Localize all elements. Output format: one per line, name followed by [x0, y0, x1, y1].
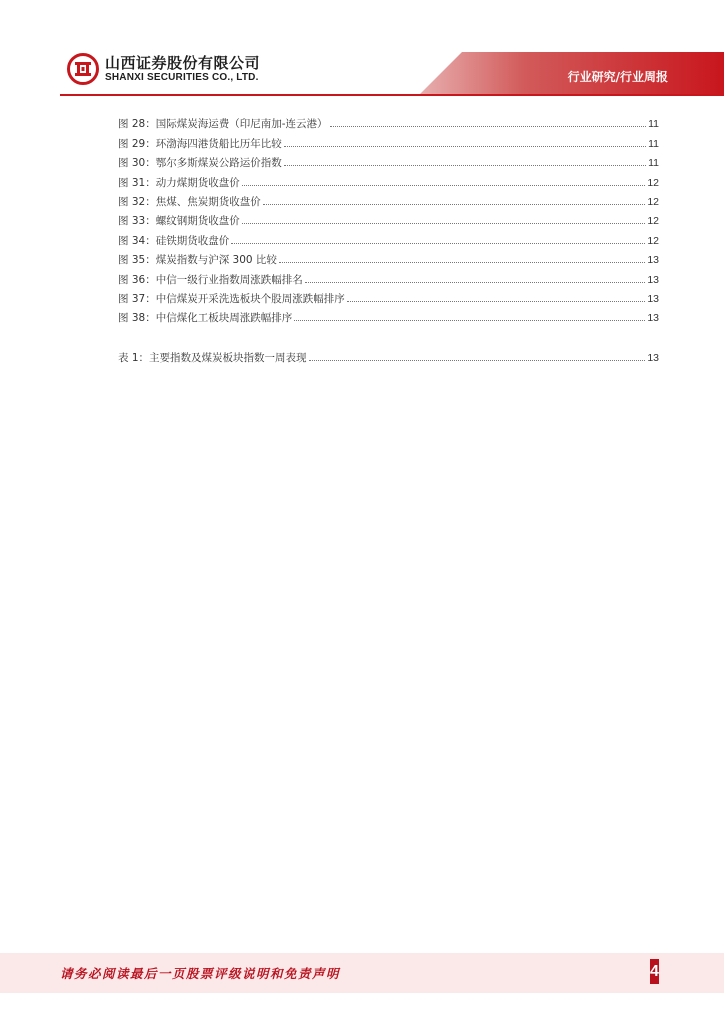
toc-entry-figure-36[interactable] [118, 267, 659, 286]
toc-entry-label: 图 28：国际煤炭海运费（印尼南加-连云港） [118, 118, 328, 131]
toc-entry-label: 图 36：中信一级行业指数周涨跌幅排名 [118, 273, 303, 286]
toc-dot-leader [284, 145, 646, 147]
toc-entry-figure-31[interactable] [118, 170, 659, 189]
toc-entry-label: 图 29：环渤海四港货船比历年比较 [118, 137, 282, 150]
toc-entry-page: 12 [647, 234, 659, 247]
toc-entry-figure-29[interactable] [118, 131, 659, 150]
toc-section-gap [118, 325, 659, 345]
toc-entry-page: 12 [647, 176, 659, 189]
toc-entry-label: 图 30：鄂尔多斯煤炭公路运价指数 [118, 157, 282, 170]
toc-dot-leader [231, 242, 645, 244]
toc-dot-leader [263, 203, 646, 205]
disclaimer-notice: 请务必阅读最后一页股票评级说明和免责声明 [60, 966, 341, 981]
table-of-contents [118, 112, 659, 365]
toc-entry-label: 图 35：煤炭指数与沪深 300 比较 [118, 254, 277, 267]
toc-entry-label: 图 32：焦煤、焦炭期货收盘价 [118, 195, 261, 208]
toc-entry-page: 13 [647, 254, 659, 267]
toc-entry-page: 13 [647, 312, 659, 325]
toc-dot-leader [242, 222, 646, 224]
toc-entry-figure-30[interactable] [118, 151, 659, 170]
toc-entry-figure-38[interactable] [118, 306, 659, 325]
page-header [0, 0, 724, 96]
report-type: 行业研究/行业周报 [567, 70, 668, 84]
toc-entry-label: 图 34：硅铁期货收盘价 [118, 234, 230, 247]
toc-dot-leader [330, 125, 647, 127]
toc-dot-leader [279, 261, 645, 263]
toc-entry-page: 13 [647, 273, 659, 286]
toc-entry-page: 11 [648, 137, 659, 150]
toc-entry-label: 表 1：主要指数及煤炭板块指数一周表现 [118, 351, 307, 364]
toc-entry-figure-28[interactable] [118, 112, 659, 131]
toc-entry-label: 图 37：中信煤炭开采洗选板块个股周涨跌幅排序 [118, 292, 345, 305]
toc-entry-table-1[interactable] [118, 345, 659, 364]
toc-entry-figure-32[interactable] [118, 190, 659, 209]
toc-entry-figure-37[interactable] [118, 287, 659, 306]
toc-entry-label: 图 38：中信煤化工板块周涨跌幅排序 [118, 312, 293, 325]
toc-entry-page: 13 [647, 351, 659, 364]
toc-dot-leader [284, 164, 646, 166]
toc-entry-page: 12 [647, 215, 659, 228]
toc-entry-label: 图 31：动力煤期货收盘价 [118, 176, 240, 189]
toc-entry-page: 13 [647, 292, 659, 305]
company-name-en: SHANXI SECURITIES CO., LTD. [105, 72, 259, 83]
toc-entry-page: 11 [648, 157, 659, 170]
toc-dot-leader [347, 300, 646, 302]
toc-entry-page: 12 [647, 195, 659, 208]
toc-entry-figure-33[interactable] [118, 209, 659, 228]
page-footer [0, 953, 724, 993]
shanxi-securities-logo-icon [67, 53, 99, 85]
toc-entry-figure-34[interactable] [118, 228, 659, 247]
toc-entry-figure-35[interactable] [118, 248, 659, 267]
toc-entry-page: 11 [648, 118, 659, 131]
toc-dot-leader [242, 184, 646, 186]
toc-dot-leader [309, 359, 646, 361]
toc-dot-leader [294, 319, 645, 321]
toc-dot-leader [305, 281, 646, 283]
page-number: 4 [650, 959, 659, 984]
toc-entry-label: 图 33：螺纹钢期货收盘价 [118, 215, 240, 228]
company-name-cn: 山西证券股份有限公司 [105, 54, 261, 72]
